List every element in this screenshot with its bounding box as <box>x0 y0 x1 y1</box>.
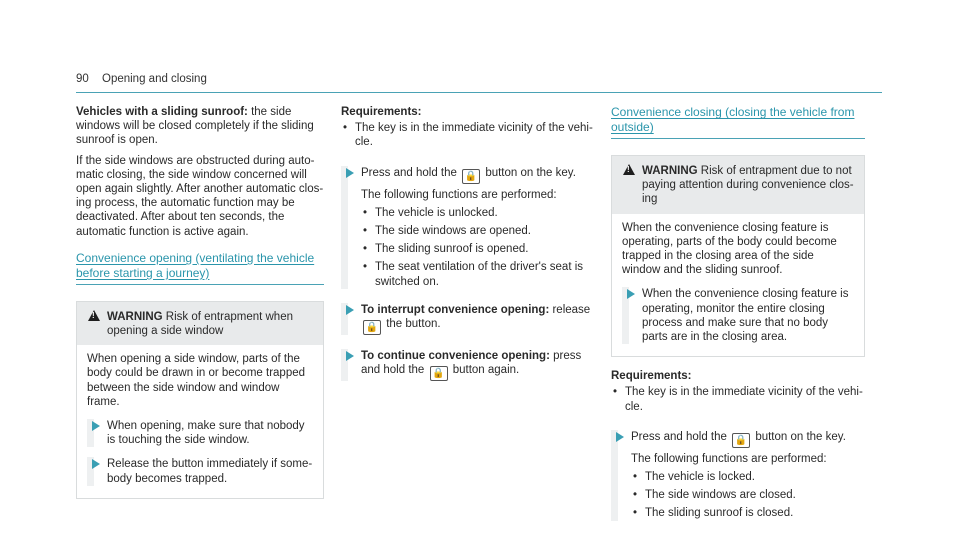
obstruction-paragraph: If the side windows are obstructed during automatic closing, the side window concerned will open again slightly. After another automatic closing process, the automatic function may be deactivated. After about ten seconds, the automatic function is active again. <box>76 154 324 238</box>
warning-header: ! WARNING Risk of entrapment due to not paying attention during convenience closing <box>612 156 864 214</box>
list-item: • The sliding sunroof is opened. <box>361 242 599 256</box>
play-arrow-icon <box>616 432 624 442</box>
warning-step: When opening, make sure that nobody is touching the side window. <box>87 419 313 447</box>
play-arrow-icon <box>346 351 354 361</box>
page-header <box>76 72 207 86</box>
sunroof-intro: Vehicles with a sliding sunroof: the side windows will be closed completely if the sliding sunroof is open. <box>76 106 314 147</box>
list-item: • The sliding sunroof is closed. <box>631 506 865 520</box>
play-arrow-icon <box>92 459 100 469</box>
play-arrow-icon <box>627 289 635 299</box>
section-title-convenience-closing: Convenience closing (closing the vehicle from outside) <box>611 105 865 139</box>
warning-step: Release the button immediately if somebody becomes trapped. <box>87 457 313 485</box>
warning-body: When opening a side window, parts of the body could be drawn in or become trapped between the side window and window frame. When opening, make sure that nobody is touching the side window. Release the button immediately if somebody becomes trapped. <box>87 353 313 485</box>
warning-step: When the convenience closing feature is operating, monitor the entire closing process and make sure that no body parts are in the closing area. <box>622 287 854 344</box>
list-item: • The vehicle is locked. <box>631 470 865 484</box>
instruction-step: Press and hold the 🔒 button on the key. The following functions are performed: • The vehicle is locked. • The side windows are closed. • The sliding sunroof is closed. <box>611 430 865 521</box>
lock-key-icon: 🔒 <box>363 320 381 335</box>
lock-key-icon: 🔒 <box>732 433 750 448</box>
requirements-title: Requirements: <box>611 370 692 383</box>
warning-box <box>76 301 324 499</box>
function-list <box>631 470 865 521</box>
play-arrow-icon <box>346 305 354 315</box>
list-item: • The key is in the immediate vicinity of the vehicle. <box>341 121 599 149</box>
list-item: • The side windows are opened. <box>361 224 599 238</box>
requirements-title: Requirements: <box>341 106 422 118</box>
column-right <box>611 105 865 525</box>
page-number: 90 <box>76 73 89 85</box>
lock-key-icon: 🔒 <box>430 366 448 381</box>
header-rule <box>76 92 882 93</box>
instruction-step: Press and hold the 🔒 button on the key. The following functions are performed: • The vehicle is unlocked. • The side windows are opened. • The sliding sunroof is opened. • The seat ventilation of the driver's seat is switched on. <box>341 166 599 289</box>
play-arrow-icon <box>92 421 100 431</box>
instruction-step: To continue convenience opening: press and hold the 🔒 button again. <box>341 349 599 381</box>
section-name: Opening and closing <box>102 73 207 85</box>
column-middle <box>341 105 599 385</box>
list-item: • The key is in the immediate vicinity of the vehicle. <box>611 385 865 413</box>
column-left <box>76 105 324 499</box>
instruction-step: To interrupt convenience opening: release 🔒 the button. <box>341 303 599 335</box>
lock-key-icon: 🔒 <box>462 169 480 184</box>
section-title-convenience-opening: Convenience opening (ventilating the vehicle before starting a journey) <box>76 251 324 285</box>
requirements-list <box>341 121 599 149</box>
warning-icon <box>88 310 100 321</box>
warning-body: When the convenience closing feature is operating, parts of the body could become trapped in the closing area of the side window and the sliding sunroof. When the convenience closing feature is operating, monitor the entire closing process and make sure that no body parts are in the closing area. <box>612 214 864 357</box>
play-arrow-icon <box>346 168 354 178</box>
list-item: • The side windows are closed. <box>631 488 865 502</box>
list-item: • The vehicle is unlocked. <box>361 206 599 220</box>
warning-header: ! WARNING Risk of entrapment when opening a side window <box>77 302 323 345</box>
list-item: • The seat ventilation of the driver's seat is switched on. <box>361 260 599 288</box>
warning-box <box>611 155 865 357</box>
warning-icon <box>623 164 635 175</box>
requirements-list <box>611 385 865 413</box>
function-list <box>361 206 599 289</box>
